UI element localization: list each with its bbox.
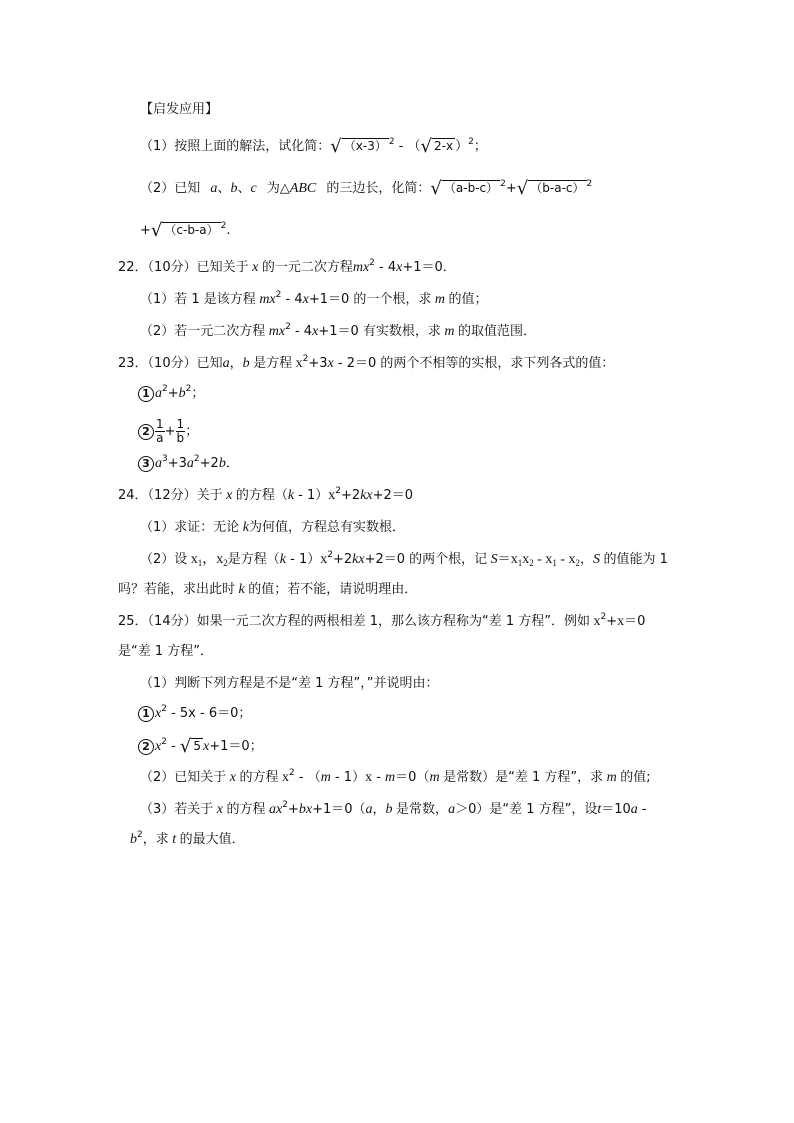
section-heading bbox=[140, 100, 218, 120]
q25-stem2: 是“差 1 方程”． bbox=[118, 644, 214, 659]
fraction-1-over-b bbox=[176, 418, 186, 445]
q25-s3i: 的最大值． bbox=[179, 832, 245, 847]
p21-item1-text: （1）按照上面的解法，试化简： bbox=[140, 139, 331, 154]
q25-sub3: （3）若关于 x 的方程 $ax^2+bx+1=0(a$，b 是常数，a＞0）是“差 1 方程”，设t＝10a - bbox=[140, 800, 647, 817]
q25-eq2: 2 $x^2$ - √ 5 x+1＝0； bbox=[138, 736, 263, 757]
q22-s1d: 的值； bbox=[448, 292, 488, 307]
q25-sub1 bbox=[140, 674, 439, 694]
p21-item2-text: （2）已知 bbox=[140, 181, 201, 196]
q23-stem2: 是方程 bbox=[253, 356, 293, 371]
q24-sub2: （2）设 $x_1$，$x_2$是方程$(k - 1)x^2+2kx+2=0$ 的两个根，记 $S=x_1x_2 - x_1 - x_2$，S 的值能为 1 bbox=[140, 550, 668, 568]
q25-s3a: （3）若关于 bbox=[140, 802, 214, 817]
p21-item2-tail: . bbox=[226, 223, 231, 238]
p21-item1-end: ） bbox=[455, 139, 469, 154]
q23-item2: 2 $\frac{1}{a}$ + $\frac{1}{b}$ ； bbox=[138, 418, 198, 445]
q22-stem3: - 4 bbox=[374, 260, 397, 275]
q24-stem-text: 24．（12分）关于 bbox=[118, 488, 223, 503]
q22-sub2: （2）若一元二次方程 $mx^2 - 4x+1=0$ 有实数根，求 m 的取值范围． bbox=[140, 322, 537, 339]
q25-s2a: （2）已知关于 bbox=[140, 770, 227, 785]
q25-s2e: - bbox=[372, 770, 386, 785]
q23-stem4: - 2＝0 的两个不相等的实根，求下列各式的值： bbox=[333, 356, 615, 371]
frac2-den: b bbox=[176, 431, 185, 445]
sqrt-expr-5: √ （c-b-a） bbox=[150, 220, 219, 241]
q23-stem: 23．（10分）已知a，b 是方程 $x^2+3x - 2=0$ 的两个不相等的实根，求下列各式的值： bbox=[118, 354, 615, 371]
q24-sub1: （1）求证：无论 k为何值，方程总有实数根． bbox=[140, 520, 406, 535]
q24-stem: 24．（12分）关于 x 的方程$(k - 1)x^2+2kx+2=0$ bbox=[118, 486, 414, 503]
q24-s2c: - 1） bbox=[286, 552, 321, 567]
p21-item1-mid: - （ bbox=[394, 139, 421, 154]
q22-stem2: 的一元二次方程 bbox=[261, 260, 353, 275]
q25-e2b: +1＝0； bbox=[209, 739, 263, 754]
q24-s2g: 吗？若能，求出此时 bbox=[118, 582, 236, 597]
q25-s2c: - （ bbox=[294, 770, 321, 785]
q25-s2b: 的方程 bbox=[239, 770, 279, 785]
q22-s2d: 的取值范围． bbox=[458, 324, 537, 339]
q25-stem: 25．（14分）如果一元二次方程的两根相差 1，那么该方程称为“差 1 方程”．例如 $x^2+x=0$ bbox=[118, 612, 646, 629]
p21-item2-cont: +√ （c-b-a） $^2$. bbox=[140, 220, 231, 241]
q25-sub3-cont: $b^2$，求 t 的最大值． bbox=[130, 830, 245, 847]
q25-s1: （1）判断下列方程是不是“差 1 方程”，”并说明由： bbox=[140, 676, 439, 691]
q24-stem3: - 1） bbox=[294, 488, 329, 503]
p21-item2-c: 的三边长，化简： bbox=[326, 181, 431, 196]
q23-item1: 1 $a^2+b^2$； bbox=[138, 384, 204, 404]
radicand-5: （c-b-a） bbox=[164, 223, 219, 237]
q25-s3g: - bbox=[637, 802, 647, 817]
p21-item1-tail: ； bbox=[473, 139, 487, 154]
q24-stem5: +2＝0 bbox=[372, 488, 414, 503]
p21-item1: （1）按照上面的解法，试化简：√ （x-3） $^2$ - （√ 2-x ）$^2$； bbox=[140, 136, 487, 157]
q25-s2h: 的值; bbox=[620, 770, 651, 785]
q24-s1b: 为何值，方程总有实数根． bbox=[249, 520, 406, 535]
sqrt-expr-2: √ 2-x bbox=[420, 136, 454, 157]
q25-s3f: ＝10 bbox=[601, 802, 631, 817]
q25-s3c: +1＝0（ bbox=[312, 802, 366, 817]
frac2-num: 1 bbox=[176, 417, 185, 431]
q22-stem4: +1＝0． bbox=[402, 260, 456, 275]
q24-s2d: +2 bbox=[332, 552, 353, 567]
circled-3-icon: 3 bbox=[138, 456, 154, 472]
q23-stem3: +3 bbox=[308, 356, 328, 371]
sqrt-5: √ 5 bbox=[179, 736, 202, 757]
q25-s3b: 的方程 bbox=[226, 802, 266, 817]
q24-stem2: 的方程（ bbox=[235, 488, 288, 503]
q22-s1a: （1）若 1 是该方程 bbox=[140, 292, 256, 307]
q25-s3d: 是常数， bbox=[396, 802, 449, 817]
q25-s2d: - 1） bbox=[330, 770, 366, 785]
q24-s2b: 是方程（ bbox=[227, 552, 280, 567]
fraction-1-over-a bbox=[155, 418, 165, 445]
q25-s3h: ，求 bbox=[142, 832, 169, 847]
q25-s2f: ＝0（ bbox=[395, 770, 430, 785]
frac1-num: 1 bbox=[156, 417, 164, 431]
radicand-1: （x-3） bbox=[343, 139, 387, 153]
q24-s2e: +2＝0 的两个根，记 bbox=[364, 552, 488, 567]
sqrt-expr-3: √ （a-b-c） bbox=[430, 178, 499, 199]
q23-item3: 3 $a^3+3a^2+2b$． bbox=[138, 454, 239, 474]
q25-stem-eq: ＝0 bbox=[624, 614, 646, 629]
radicand-4: （b-a-c） bbox=[530, 181, 585, 195]
q22-stem: 22．（10分）已知关于 x 的一元二次方程$mx^2 - 4x+1=0$． bbox=[118, 258, 456, 275]
circled-2-icon: 2 bbox=[138, 739, 154, 755]
q22-sub1: （1）若 1 是该方程 $mx^2 - 4x+1=0$ 的一个根，求 m 的值； bbox=[140, 290, 488, 307]
q24-s2h: 的值；若不能，请说明理由． bbox=[248, 582, 418, 597]
q25-s2g: 是常数）是“差 1 方程”，求 bbox=[443, 770, 604, 785]
q24-s2f: 的值能为 1 bbox=[603, 552, 668, 567]
circled-1-icon: 1 bbox=[138, 386, 154, 402]
radicand-3: （a-b-c） bbox=[443, 181, 499, 195]
q24-stem4: +2 bbox=[341, 488, 361, 503]
q25-s3e: ＞0）是“差 1 方程”，设 bbox=[455, 802, 598, 817]
p21-item2: （2）已知 a、b、c 为△ABC 的三边长，化简：√ （a-b-c） $^2$+√ （b-a-c） $^2$ bbox=[140, 178, 593, 199]
q22-stem-text: 22．（10分）已知关于 bbox=[118, 260, 249, 275]
frac1-den: a bbox=[156, 431, 164, 445]
q22-s1c: +1＝0 的一个根，求 bbox=[308, 292, 432, 307]
q24-s2a: （2）设 bbox=[140, 552, 188, 567]
q25-sub2: （2）已知关于 x 的方程 $x^2 - (m - 1)x - m=0(m$ 是常数）是“差 1 方程”，求 m 的值; bbox=[140, 768, 651, 785]
q22-s1b: - 4 bbox=[281, 292, 303, 307]
q23-stem-text: 23．（10分）已知 bbox=[118, 356, 223, 371]
circled-2-icon: 2 bbox=[138, 424, 154, 440]
q25-eq1: 1 $x^2 - 5x - 6=0$； bbox=[138, 704, 251, 724]
sqrt-expr-4: √ （b-a-c） bbox=[516, 178, 585, 199]
radicand-2: 2-x bbox=[434, 139, 454, 153]
sqrt-expr-1: √ （x-3） bbox=[330, 136, 387, 157]
q22-s2a: （2）若一元二次方程 bbox=[140, 324, 266, 339]
q25-e2a: - bbox=[166, 739, 180, 754]
q25-e1: - 5x - 6＝0； bbox=[166, 706, 252, 721]
q22-s2c: +1＝0 有实数根，求 bbox=[318, 324, 441, 339]
p21-item2-b: 为△ bbox=[266, 181, 290, 196]
q24-sub2-cont: 吗？若能，求出此时 k 的值；若不能，请说明理由． bbox=[118, 582, 418, 597]
q25-stem-cont bbox=[118, 642, 213, 662]
circled-1-icon: 1 bbox=[138, 706, 154, 722]
q22-s2b: - 4 bbox=[290, 324, 313, 339]
heading-text: 【启发应用】 bbox=[140, 102, 219, 117]
q24-s1a: （1）求证：无论 bbox=[140, 520, 240, 535]
q25-stem-text: 25．（14分）如果一元二次方程的两根相差 1，那么该方程称为“差 1 方程”．例如 bbox=[118, 614, 590, 629]
